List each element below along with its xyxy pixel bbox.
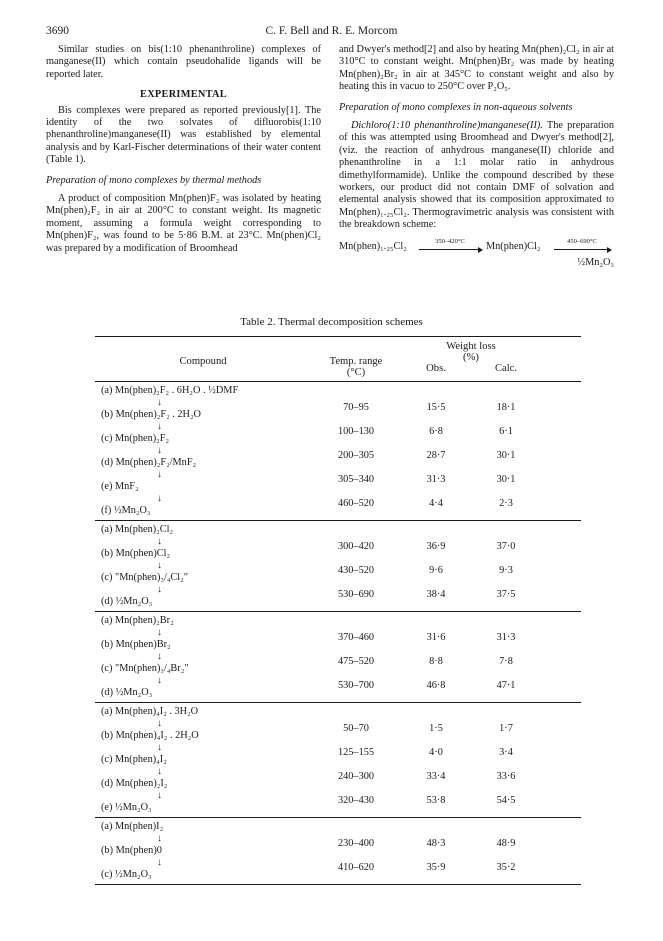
compound-step: (c) Mn(phen)₄I₂ [101, 754, 167, 765]
calc-cell: 54·5 [496, 795, 516, 806]
table-section [95, 612, 581, 703]
obs-cell: 15·5 [426, 402, 446, 413]
compound-step: (c) "Mn(phen)₃/₄Br₂" [101, 663, 189, 674]
header-temp-unit: (°C) [346, 367, 366, 378]
temp-range-cell: 50–70 [343, 723, 369, 734]
obs-cell: 48·3 [426, 838, 446, 849]
obs-cell: 36·9 [426, 541, 446, 552]
obs-cell: 53·8 [426, 795, 446, 806]
scheme-arrow-1-label: 350–420°C [435, 237, 465, 245]
compound-step: (d) ½Mn₂O₃ [101, 596, 153, 607]
table-caption: Table 2. Thermal decomposition schemes [240, 316, 423, 328]
calc-cell: 31·3 [496, 632, 516, 643]
header-temp [311, 337, 401, 382]
temp-range-column [311, 382, 401, 521]
scheme-arrow-2 [554, 236, 610, 250]
calc-cell: 9·3 [499, 565, 513, 576]
header-weight-unit: (%) [463, 352, 479, 363]
obs-cell: 35·9 [426, 862, 446, 873]
compound-step: (d) ½Mn₂O₃ [101, 687, 153, 698]
calc-cell: 35·2 [496, 862, 516, 873]
obs-cell: 46·8 [426, 680, 446, 691]
temp-range-column [311, 818, 401, 885]
temp-range-cell: 125–155 [337, 747, 375, 758]
compound-step: (e) ½Mn₂O₃ [101, 802, 152, 813]
table-section [95, 382, 581, 521]
compound-step: (a) Mn(phen)₂F₂ . 6H₂O . ½DMF [101, 385, 239, 396]
calc-cell: 37·5 [496, 589, 516, 600]
obs-cell: 31·3 [426, 474, 446, 485]
compound-step: (a) Mn(phen)I₂ [101, 821, 164, 832]
dichloro-text: The preparation of this was attempted using Broomhead and Dwyer's method[2], (viz. the reaction of anhydrous manganese(II) chloride and phenanthroline in a 1:1 molar ratio in anhydrous dimethylformamide). Unlike the compound described by these workers, our product did not contain DMF of solvation and elemental analysis showed that its composition approximated to Mn(phen)₁.₂₅Cl₂. Thermogravimetric analysis was consistent with the breakdown scheme: [339, 120, 614, 231]
calc-column [471, 382, 541, 521]
compound-step: (b) Mn(phen)Br₂ [101, 639, 171, 650]
breakdown-scheme [339, 235, 614, 268]
down-arrow-icon: ↓ [157, 651, 162, 662]
obs-cell: 6·8 [429, 426, 443, 437]
calc-column [471, 703, 541, 818]
dichloro-title: Dichloro(1:10 phenanthroline)manganese(II). [351, 120, 543, 132]
down-arrow-icon: ↓ [157, 536, 162, 547]
down-arrow-icon: ↓ [157, 766, 162, 777]
down-arrow-icon: ↓ [157, 469, 162, 480]
temp-range-cell: 300–420 [337, 541, 375, 552]
down-arrow-icon: ↓ [157, 397, 162, 408]
experimental-heading: EXPERIMENTAL [140, 89, 227, 101]
temp-range-cell: 430–520 [337, 565, 375, 576]
non-aqueous-heading: Preparation of mono complexes in non-aqueous solvents [339, 101, 573, 113]
thermal-decomposition-table [95, 336, 581, 885]
calc-cell: 37·0 [496, 541, 516, 552]
header-weight-loss-label: Weight loss [446, 341, 496, 352]
obs-column [401, 521, 471, 612]
temp-range-cell: 530–700 [337, 680, 375, 691]
calc-cell: 2·3 [499, 498, 513, 509]
header-compound: Compound [95, 337, 311, 382]
compound-step: (b) Mn(phen)0 [101, 845, 162, 856]
thermal-methods-paragraph: A product of composition Mn(phen)F₂ was isolated by heating Mn(phen)₂F₂ in air at 200°C to constant weight. Its magnetic moment, assuming a formula weight corresponding to Mn(phen)F₂, was found to be 5·86 B.M. at 23°C. Mn(phen)Cl₂ was prepared by a modification of Broomhead [46, 193, 321, 254]
header-temp-label: Temp. range [329, 356, 383, 367]
header-obs: Obs. [426, 363, 446, 374]
down-arrow-icon: ↓ [157, 445, 162, 456]
calc-cell: 7·8 [499, 656, 513, 667]
compound-step: (c) ½Mn₂O₃ [101, 869, 152, 880]
scheme-start: Mn(phen)₁.₂₅Cl₂ [339, 240, 407, 252]
scheme-end: ½Mn₂O₃ [577, 256, 614, 268]
down-arrow-icon: ↓ [157, 627, 162, 638]
temp-range-cell: 370–460 [337, 632, 375, 643]
table-section [95, 521, 581, 612]
obs-cell: 28·7 [426, 450, 446, 461]
compound-step: (a) Mn(phen)₄I₂ . 3H₂O [101, 706, 199, 717]
continued-paragraph: and Dwyer's method[2] and also by heating Mn(phen)₂Cl₂ in air at 310°C to constant weight. Mn(phen)Br₂ was made by heating Mn(phen)₂Br₂ in air at 345°C to constant weight and also by heating this in vacuo to 250°C over P₂O₅. [339, 44, 614, 93]
calc-cell: 33·6 [496, 771, 516, 782]
temp-range-cell: 70–95 [343, 402, 369, 413]
temp-range-cell: 230–400 [337, 838, 375, 849]
down-arrow-icon: ↓ [157, 675, 162, 686]
table-section [95, 818, 581, 885]
calc-column [471, 521, 541, 612]
compound-step: (b) Mn(phen)₂F₂ . 2H₂O [101, 409, 201, 420]
obs-cell: 38·4 [426, 589, 446, 600]
running-head-authors: C. F. Bell and R. E. Morcom [265, 25, 398, 37]
calc-cell: 3·4 [499, 747, 513, 758]
compound-scheme [95, 382, 311, 521]
obs-column [401, 818, 471, 885]
down-arrow-icon: ↓ [157, 421, 162, 432]
calc-cell: 1·7 [499, 723, 513, 734]
temp-range-cell: 240–300 [337, 771, 375, 782]
table-section [95, 703, 581, 818]
compound-step: (a) Mn(phen)₂Cl₂ [101, 524, 174, 535]
compound-step: (b) Mn(phen)₄I₂ . 2H₂O [101, 730, 199, 741]
obs-column [401, 382, 471, 521]
temp-range-column [311, 703, 401, 818]
obs-column [401, 703, 471, 818]
calc-cell: 48·9 [496, 838, 516, 849]
page-number: 3690 [46, 25, 69, 37]
down-arrow-icon: ↓ [157, 742, 162, 753]
compound-step: (d) Mn(phen)₂F₂/MnF₂ [101, 457, 197, 468]
down-arrow-icon: ↓ [157, 493, 162, 504]
temp-range-cell: 530–690 [337, 589, 375, 600]
temp-range-cell: 410–620 [337, 862, 375, 873]
obs-cell: 33·4 [426, 771, 446, 782]
dichloro-paragraph [339, 120, 614, 232]
temp-range-cell: 100–130 [337, 426, 375, 437]
compound-scheme [95, 521, 311, 612]
temp-range-column [311, 612, 401, 703]
temp-range-cell: 460–520 [337, 498, 375, 509]
calc-cell: 30·1 [496, 474, 516, 485]
compound-step: (d) Mn(phen)₂I₂ [101, 778, 168, 789]
obs-column [401, 612, 471, 703]
calc-column [471, 612, 541, 703]
calc-cell: 6·1 [499, 426, 513, 437]
right-column [339, 44, 614, 268]
compound-step: (c) "Mn(phen)₃/₄Cl₂" [101, 572, 188, 583]
calc-cell: 18·1 [496, 402, 516, 413]
table-header-row [95, 337, 581, 382]
temp-range-cell: 305–340 [337, 474, 375, 485]
down-arrow-icon: ↓ [157, 718, 162, 729]
temp-range-cell: 200–305 [337, 450, 375, 461]
header-calc: Calc. [494, 363, 518, 374]
temp-range-cell: 475–520 [337, 656, 375, 667]
obs-cell: 1·5 [429, 723, 443, 734]
compound-scheme [95, 818, 311, 885]
down-arrow-icon: ↓ [157, 560, 162, 571]
down-arrow-icon: ↓ [157, 584, 162, 595]
compound-step: (c) Mn(phen)₂F₂ [101, 433, 170, 444]
scheme-arrow-1 [419, 236, 481, 250]
scheme-arrow-2-label: 450–690°C [567, 237, 597, 245]
left-column [46, 44, 321, 255]
compound-step: (a) Mn(phen)₂Br₂ [101, 615, 174, 626]
obs-cell: 4·4 [429, 498, 443, 509]
temp-range-cell: 320–430 [337, 795, 375, 806]
compound-step: (e) MnF₂ [101, 481, 139, 492]
down-arrow-icon: ↓ [157, 857, 162, 868]
obs-cell: 4·0 [429, 747, 443, 758]
header-weight-loss [401, 337, 541, 382]
compound-scheme [95, 612, 311, 703]
obs-cell: 9·6 [429, 565, 443, 576]
obs-cell: 8·8 [429, 656, 443, 667]
thermal-methods-heading: Preparation of mono complexes by thermal methods [46, 174, 262, 186]
calc-column [471, 818, 541, 885]
compound-step: (b) Mn(phen)Cl₂ [101, 548, 171, 559]
compound-step: (f) ½Mn₂O₃ [101, 505, 151, 516]
calc-cell: 47·1 [496, 680, 516, 691]
obs-cell: 31·6 [426, 632, 446, 643]
down-arrow-icon: ↓ [157, 833, 162, 844]
compound-scheme [95, 703, 311, 818]
experimental-paragraph: Bis complexes were prepared as reported previously[1]. The identity of the two solvates of difluorobis(1:10 phenanthroline)manganese(II) was established by elemental analysis and by Karl-Fischer determinations of their water content (Table 1). [46, 104, 321, 166]
scheme-mid: Mn(phen)Cl₂ [486, 240, 541, 252]
down-arrow-icon: ↓ [157, 790, 162, 801]
calc-cell: 30·1 [496, 450, 516, 461]
intro-paragraph: Similar studies on bis(1:10 phenanthroline) complexes of manganese(II) which contain pseudohalide ligands will be reported later. [46, 44, 321, 80]
temp-range-column [311, 521, 401, 612]
